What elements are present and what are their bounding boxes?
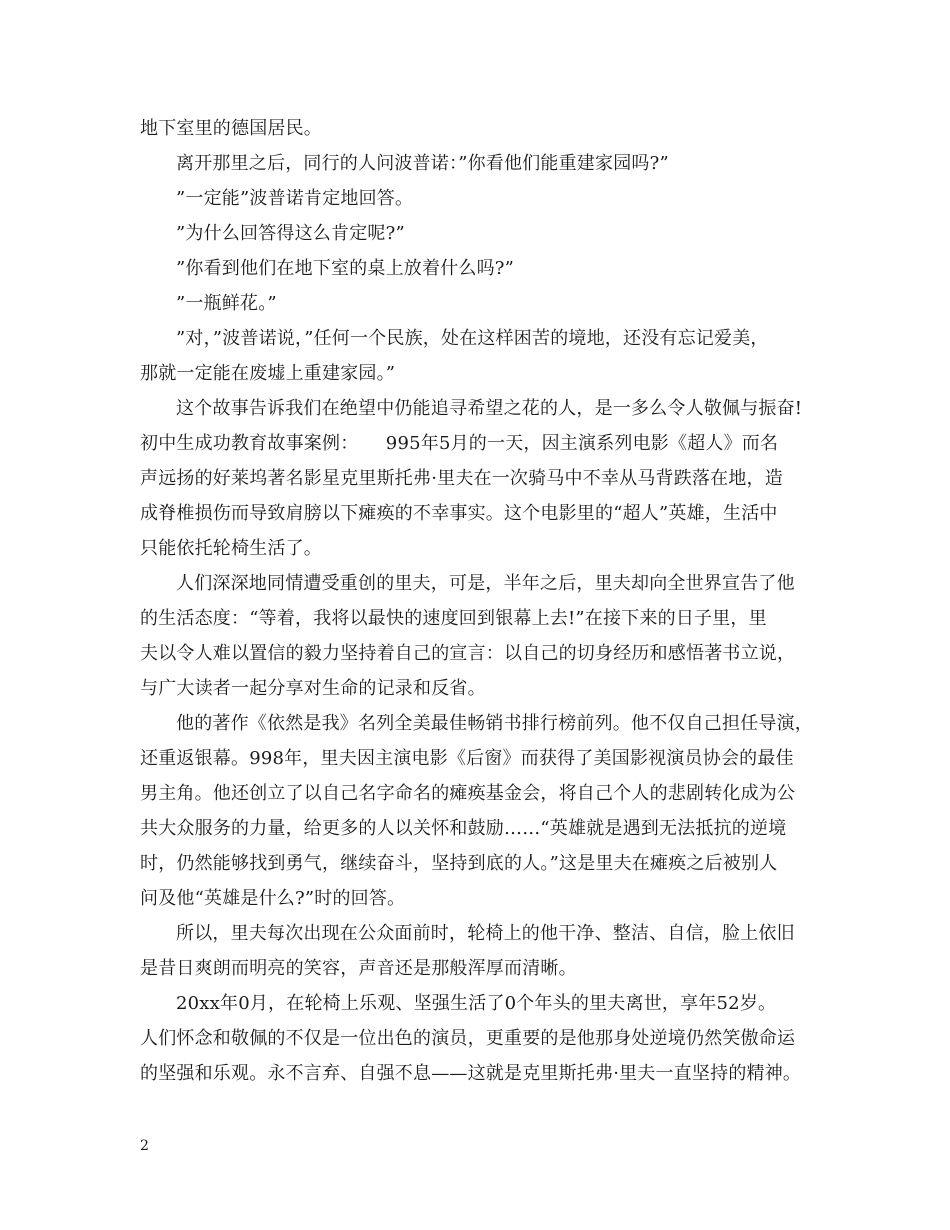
text-line: ”你看到他们在地下室的桌上放着什么吗?”: [176, 258, 515, 279]
text-line: 20xx年0月，在轮椅上乐观、坚强生活了0个年头的里夫离世，享年52岁。: [176, 993, 777, 1014]
text-line: 是昔日爽朗而明亮的笑容，声音还是那般浑厚而清晰。: [140, 958, 577, 979]
text-line: 人们深深地同情遭受重创的里夫，可是，半年之后，里夫却向全世界宣告了他: [176, 573, 795, 594]
text-line: 夫以令人难以置信的毅力坚持着自己的宣言：以自己的切身经历和感悟著书立说，: [140, 643, 796, 664]
text-line: 共大众服务的力量，给更多的人以关怀和鼓励……“英雄就是遇到无法抵抗的逆境: [140, 818, 787, 839]
text-line: 人们怀念和敬佩的不仅是一位出色的演员，更重要的是他那身处逆境仍然笑傲命运: [140, 1028, 796, 1049]
text-line: 男主角。他还创立了以自己名字命名的瘫痪基金会，将自己个人的悲剧转化成为公: [140, 783, 796, 804]
text-line: 还重返银幕。998年，里夫因主演电影《后窗》而获得了美国影视演员协会的最佳: [140, 748, 794, 769]
text-line: ”为什么回答得这么肯定呢?”: [176, 223, 405, 244]
page-number: 2: [140, 1138, 149, 1154]
text-line: 时，仍然能够找到勇气，继续奋斗，坚持到底的人。”这是里夫在瘫痪之后被别人: [140, 853, 778, 874]
text-line: 成脊椎损伤而导致肩膀以下瘫痪的不幸事实。这个电影里的“超人”英雄，生活中: [140, 503, 778, 524]
text-line: ”对，”波普诺说，”任何一个民族，处在这样困苦的境地，还没有忘记爱美，: [176, 328, 769, 349]
text-line: 地下室里的德国居民。: [140, 118, 322, 139]
text-line: 的生活态度：“等着，我将以最快的速度回到银幕上去!”在接下来的日子里，里: [140, 608, 767, 629]
text-line: 离开那里之后，同行的人问波普诺：”你看他们能重建家园吗?”: [176, 153, 669, 174]
text-line: 这个故事告诉我们在绝望中仍能追寻希望之花的人，是一多么令人敬佩与振奋!: [176, 398, 803, 419]
text-line: 声远扬的好莱坞著名影星克里斯托弗·里夫在一次骑马中不幸从马背跌落在地，造: [140, 468, 783, 489]
text-line: 只能依托轮椅生活了。: [140, 538, 322, 559]
text-line: ”一瓶鲜花。”: [176, 293, 277, 314]
text-line: 的坚强和乐观。永不言弃、自强不息——这就是克里斯托弗·里夫一直坚持的精神。: [140, 1063, 802, 1084]
text-line: 所以，里夫每次出现在公众面前时，轮椅上的他干净、整洁、自信，脸上依旧: [176, 923, 795, 944]
text-line: 他的著作《依然是我》名列全美最佳畅销书排行榜前列。他不仅自己担任导演，: [176, 713, 813, 734]
text-line: ”一定能”波普诺肯定地回答。: [176, 188, 414, 209]
text-line: 初中生成功教育故事案例： 995年5月的一天，因主演系列电影《超人》而名: [140, 433, 779, 454]
text-line: 与广大读者一起分享对生命的记录和反省。: [140, 678, 486, 699]
text-line: 问及他“英雄是什么?”时的回答。: [140, 888, 406, 909]
text-line: 那就一定能在废墟上重建家园。”: [140, 363, 396, 384]
